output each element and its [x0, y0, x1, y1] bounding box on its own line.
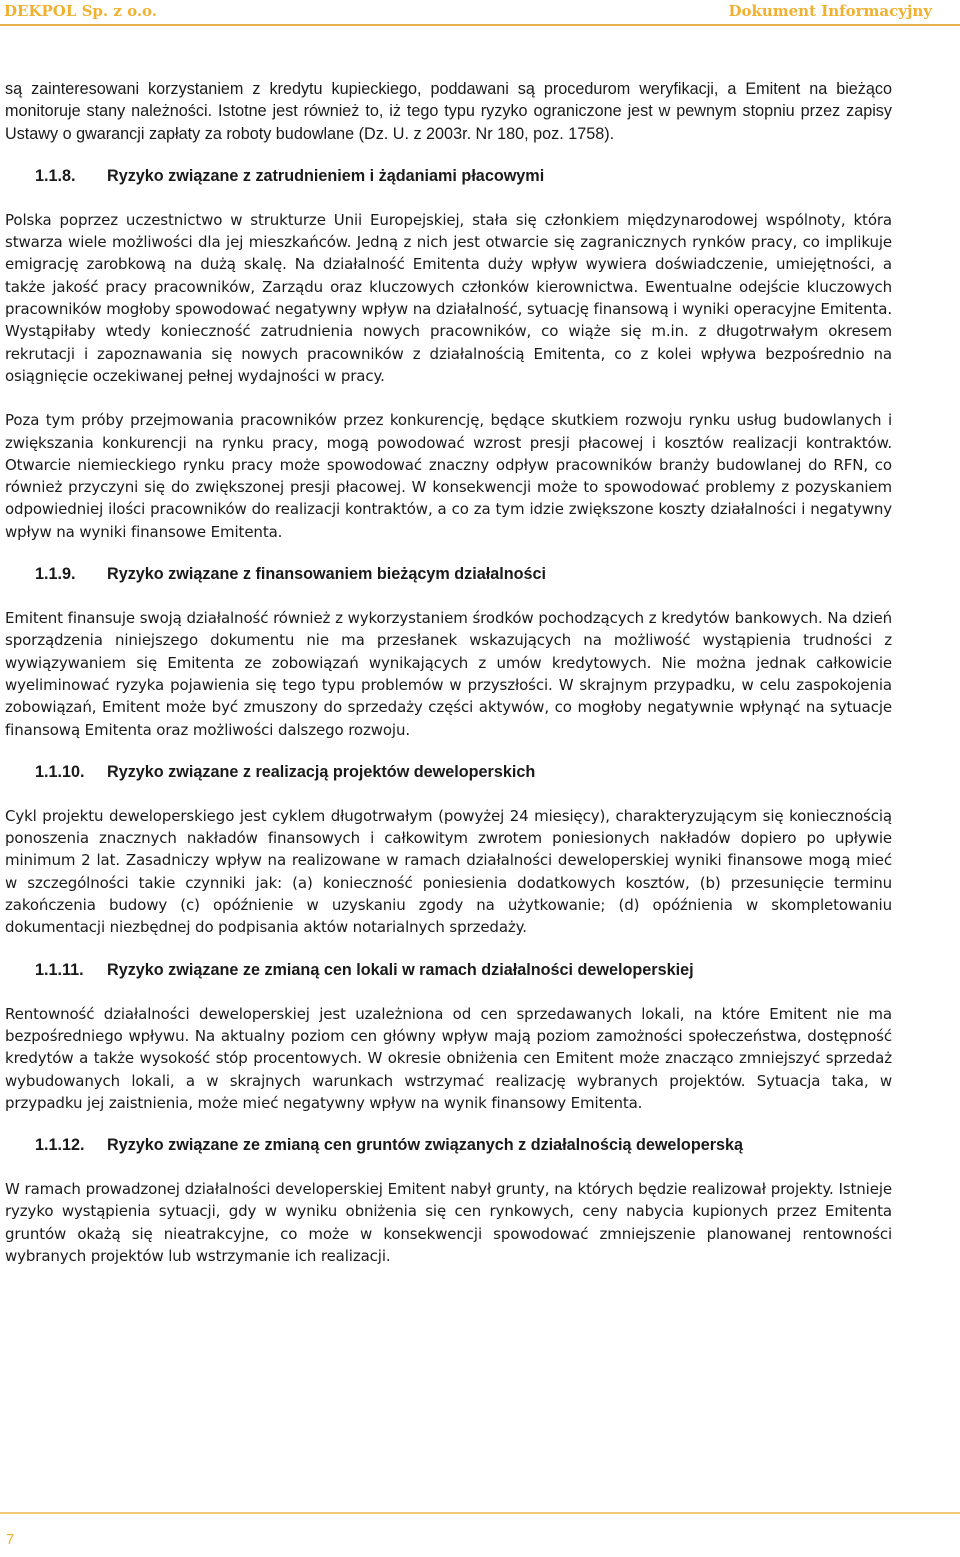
paragraph: Polska poprzez uczestnictwo w strukturze Unii Europejskiej, stała się członkiem międzynarodowej wspólnoty, która stwarza wiele możliwości dla jej mieszkańców. Jedną z nich jest otwarcie się zagranicznych rynków pracy, co implikuje emigrację zarobkową na dużą skalę. Na działalność Emitenta duży wpływ wywiera doświadczenie, umiejętności, a także jakość pracy pracowników, Zarządu oraz kluczowych członków kierownictwa. Ewentualne odejście kluczowych pracowników mogłoby spowodować negatywny wpływ na działalność, sytuację finansową i wyniki operacyjne Emitenta. Wystąpiłaby wtedy konieczność zatrudnienia nowych pracowników, co wiąże się m.in. z długotrwałym okresem rekrutacji i zapoznawania się nowych pracowników z działalnością Emitenta, co z kolei wpływa bezpośrednio na osiągnięcie oczekiwanej pełnej wydajności w pracy. — [5, 210, 892, 385]
page-number: 7 — [6, 1531, 15, 1548]
section-number: 1.1.10. — [35, 762, 85, 781]
paragraph: Rentowność działalności deweloperskiej jest uzależniona od cen sprzedawanych lokali, na które Emitent nie ma bezpośredniego wpływu. Na aktualny poziom cen główny wpływ mają poziom zamożności społeczeństwa, dostępność kredytów a także wysokość stóp procentowych. W okresie obniżenia cen Emitent może znacząco zmniejszyć sprzedaż wybudowanych lokali, a w skrajnych warunkach wstrzymać realizację wybranych projektów. Sytuacja taka, w przypadku jej zaistnienia, może mieć negatywny wpływ na wynik finansowy Emitenta. — [5, 1004, 892, 1112]
section-title: Ryzyko związane z realizacją projektów deweloperskich — [107, 762, 536, 781]
section-number: 1.1.9. — [35, 565, 76, 584]
section-1-1-11 — [5, 959, 892, 1114]
section-number: 1.1.11. — [35, 960, 84, 979]
section-number: 1.1.8. — [35, 166, 76, 185]
section-title: Ryzyko związane ze zmianą cen lokali w ramach działalności deweloperskiej — [107, 960, 694, 979]
paragraph: Poza tym próby przejmowania pracowników przez konkurencję, będące skutkiem rozwoju rynku usług budowlanych i zwiększania konkurencji na rynku pracy, mogą powodować wzrost presji płacowej i kosztów realizacji kontraktów. Otwarcie niemieckiego rynku pracy może spowodować znaczny odpływ pracowników branży budowlanej do RFN, co również przyczyni się do zwiększonej presji płacowej. W konsekwencji może to spowodować problemy z pozyskaniem odpowiedniej ilości pracowników do realizacji kontraktów, a co za tym idzie zwiększone koszty działalności i negatywny wpływ na wyniki finansowe Emitenta. — [5, 411, 892, 541]
section-heading — [5, 1134, 892, 1156]
section-number: 1.1.12. — [35, 1136, 85, 1155]
intro-paragraph: są zainteresowani korzystaniem z kredytu kupieckiego, poddawani są procedurom weryfikacji, a Emitent na bieżąco monitoruje stany należności. Istotne jest również to, iż tego typu ryzyko ograniczone jest w pewnym stopniu przez zapisy Ustawy o gwarancji zapłaty za roboty budowlane (Dz. U. z 2003r. Nr 180, poz. 1758). — [5, 80, 892, 143]
section-1-1-9 — [5, 563, 892, 741]
company-name: DEKPOL Sp. z o.o. — [4, 2, 158, 20]
document-body — [5, 78, 892, 1267]
paragraph: W ramach prowadzonej działalności developerskiej Emitent nabył grunty, na których będzie realizował projekty. Istnieje ryzyko wystąpienia sytuacji, gdy w wyniku obniżenia się cen rynkowych, ceny nabycia kupionych przez Emitenta gruntów okażą się nieatrakcyjne, co może w konsekwencji spowodować zmniejszenie planowanej rentowności wybranych projektów lub wstrzymanie ich realizacji. — [5, 1180, 892, 1265]
section-1-1-12 — [5, 1134, 892, 1267]
page-header — [0, 0, 960, 26]
section-title: Ryzyko związane z zatrudnieniem i żądaniami płacowymi — [107, 166, 545, 185]
document-type: Dokument Informacyjny — [728, 2, 932, 20]
section-1-1-10 — [5, 761, 892, 939]
section-title: Ryzyko związane z finansowaniem bieżącym działalności — [107, 565, 547, 584]
section-heading — [5, 761, 892, 783]
paragraph: Cykl projektu deweloperskiego jest cyklem długotrwałym (powyżej 24 miesięcy), charakteryzującym się koniecznością ponoszenia znacznych nakładów finansowych i całkowitym zwrotem poniesionych nakładów dopiero po upływie minimum 2 lat. Zasadniczy wpływ na realizowane w ramach działalności deweloperskiej wyniki finansowe mogą mieć w szczególności takie czynniki jak: (a) konieczność poniesienia dodatkowych kosztów, (b) przesunięcie terminu zakończenia budowy (c) opóźnienie w uzyskaniu zgody na użytkowanie; (d) opóźnienia w skompletowaniu dokumentacji niezbędnej do podpisania aktów notarialnych sprzedaży. — [5, 806, 892, 937]
section-1-1-8 — [5, 165, 892, 543]
section-heading — [5, 165, 892, 187]
section-heading — [5, 959, 892, 981]
footer-divider — [0, 1512, 960, 1514]
paragraph: Emitent finansuje swoją działalność również z wykorzystaniem środków pochodzących z kredytów bankowych. Na dzień sporządzenia niniejszego dokumentu nie ma przesłanek wskazujących na możliwość wystąpienia trudności z wywiązywaniem się Emitenta ze zobowiązań wynikających z umów kredytowych. Nie można jednak całkowicie wyeliminować ryzyka pojawienia się tego typu problemów w przyszłości. W skrajnym przypadku, w celu zaspokojenia zobowiązań, Emitent może być zmuszony do sprzedaży części aktywów, co mogłoby negatywnie wpłynąć na sytuacje finansową Emitenta oraz możliwości dalszego rozwoju. — [5, 609, 892, 739]
section-heading — [5, 563, 892, 585]
section-title: Ryzyko związane ze zmianą cen gruntów związanych z działalnością deweloperską — [107, 1136, 744, 1155]
